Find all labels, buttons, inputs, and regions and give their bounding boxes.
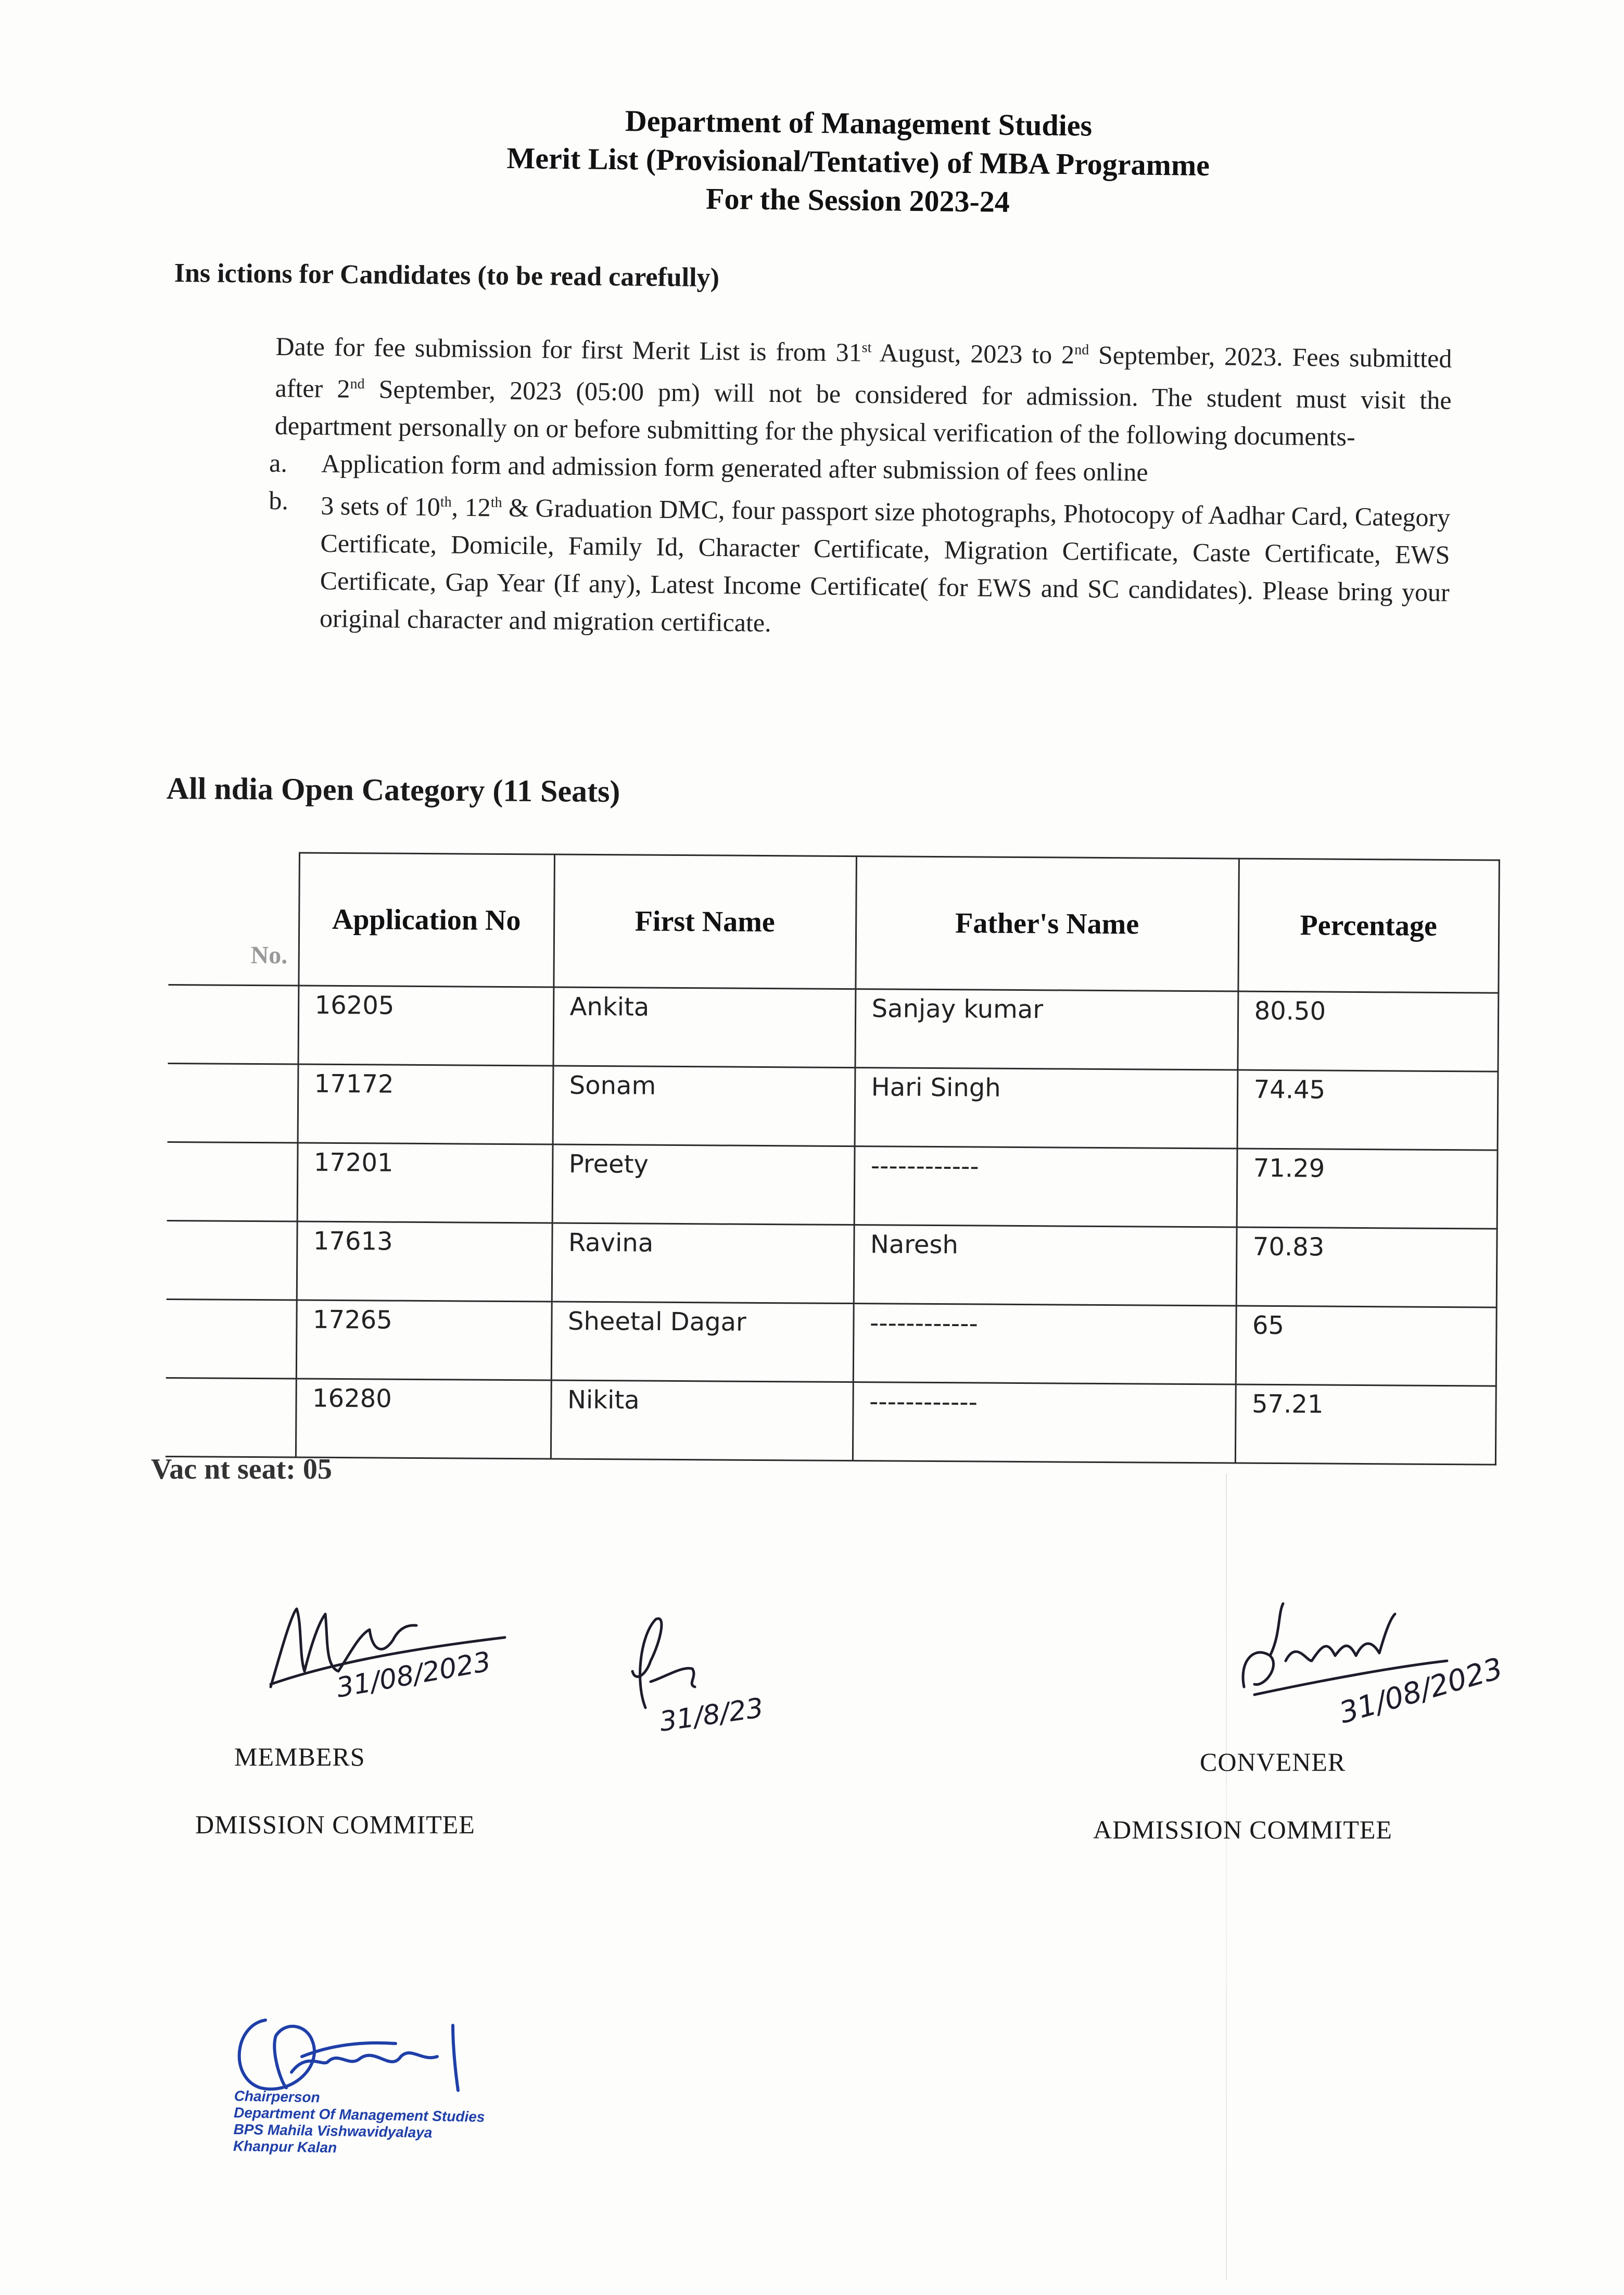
stamp-line-title: Chairperson [234,2088,320,2105]
member-signature-second [604,1604,802,1739]
cell-fathers-name: Hari Singh [855,1067,1238,1148]
cell-first-name: Sheetal Dagar [551,1302,854,1382]
sno-cell [166,1299,297,1379]
table-row [166,1299,1496,1386]
cell-percentage: 71.29 [1237,1149,1498,1229]
document-list-item [268,482,1451,648]
department-title: Department of Management Studies [625,104,1093,143]
cell-application-no: 16280 [296,1379,551,1459]
cell-application-no: 17172 [298,1064,553,1144]
stamp-line-location: Khanpur Kalan [233,2137,337,2156]
cell-percentage: 74.45 [1237,1070,1498,1150]
category-heading: All ndia Open Category (11 Seats) [166,771,620,809]
vacant-seat-note: Vac nt seat: 05 [151,1453,332,1485]
cell-fathers-name: Naresh [854,1225,1237,1305]
cell-percentage: 65 [1236,1306,1496,1386]
stamp-line-department: Department Of Management Studies [233,2104,485,2125]
members-label: MEMBERS [234,1742,365,1771]
merit-list-title: Merit List (Provisional/Tentative) of MBA Programme [506,141,1210,183]
cell-first-name: Nikita [551,1380,853,1461]
session-title: For the Session 2023-24 [705,181,1010,219]
svg-text:31/08/2023: 31/08/2023 [1335,1651,1507,1731]
list-item-text: 3 sets of 10th, 12th & Graduation DMC, four passport size photographs, Photocopy of Aadhar Card, Category Certificate, Domicile, Family Id, Character Certificate, Migration Certificate, Caste Certificate, EWS Certificate, Gap Year (If any), Latest Income Certificate( for EWS and SC candidates). Please bring your original character and migration certificate. [319,490,1451,637]
sno-cell [168,1063,298,1143]
table-header-row [168,852,1499,993]
cell-fathers-name: ------------ [853,1303,1236,1384]
cell-percentage: 70.83 [1236,1227,1497,1307]
admission-committee-left-label: DMISSION COMMITEE [195,1810,475,1839]
table-row [167,1142,1498,1229]
cell-first-name: Ravina [552,1223,854,1304]
chairperson-stamp [233,2088,485,2159]
sno-cell [167,1220,297,1300]
cell-application-no: 17265 [296,1300,552,1380]
cell-first-name: Sonam [553,1066,855,1146]
members-signature [260,1593,552,1718]
list-marker: a. [269,448,288,478]
cell-percentage: 80.50 [1237,991,1498,1071]
table-row [168,1063,1498,1150]
instructions-text: Date for fee submission for first Merit List is from 31st August, 2023 to 2nd September, 2023. Fees submitted after 2nd September, 2023 (05:00 pm) will not be considered for admission. The student must visit the department personally on or before submitting for the physical verification of the following documents- [274,331,1452,452]
merit-table [166,851,1500,1465]
cell-fathers-name: Sanjay kumar [855,989,1238,1069]
cell-application-no: 17613 [297,1221,552,1302]
svg-text:31/08/2023: 31/08/2023 [334,1646,493,1704]
cell-application-no: 17201 [297,1143,553,1223]
admission-committee-right-label: ADMISSION COMMITEE [1093,1815,1392,1844]
header-sno: No. [168,852,299,986]
convener-label: CONVENER [1200,1747,1346,1776]
cell-first-name: Preety [552,1144,855,1225]
sno-cell [168,985,299,1064]
instructions-body [269,323,1452,649]
sno-cell [166,1378,296,1457]
header-first-name: First Name [553,854,856,989]
instructions-paragraph [275,323,1452,457]
cell-percentage: 57.21 [1235,1384,1496,1465]
document-list [269,444,1451,648]
cell-fathers-name: ------------ [854,1146,1237,1227]
merit-table-wrapper [166,851,1499,1465]
table-row [168,985,1499,1071]
cell-fathers-name: ------------ [853,1382,1236,1462]
table-row [166,1378,1496,1465]
header-fathers-name: Father's Name [855,856,1239,991]
stamp-line-university: BPS Mahila Vishwavidyalaya [233,2121,433,2141]
cell-application-no: 16205 [298,986,554,1066]
instructions-heading: Ins ictions for Candidates (to be read carefully) [174,258,720,293]
header-percentage: Percentage [1238,859,1499,993]
table-row [167,1220,1497,1307]
convener-signature [1223,1583,1588,1739]
list-marker: b. [269,486,289,515]
header-application-no: Application No [298,853,554,987]
svg-text:31/8/23: 31/8/23 [657,1692,766,1738]
list-item-text: Application form and admission form generated after submission of fees online [321,449,1148,487]
document-header [363,99,1353,225]
sno-cell [167,1142,298,1221]
cell-first-name: Ankita [553,987,856,1068]
